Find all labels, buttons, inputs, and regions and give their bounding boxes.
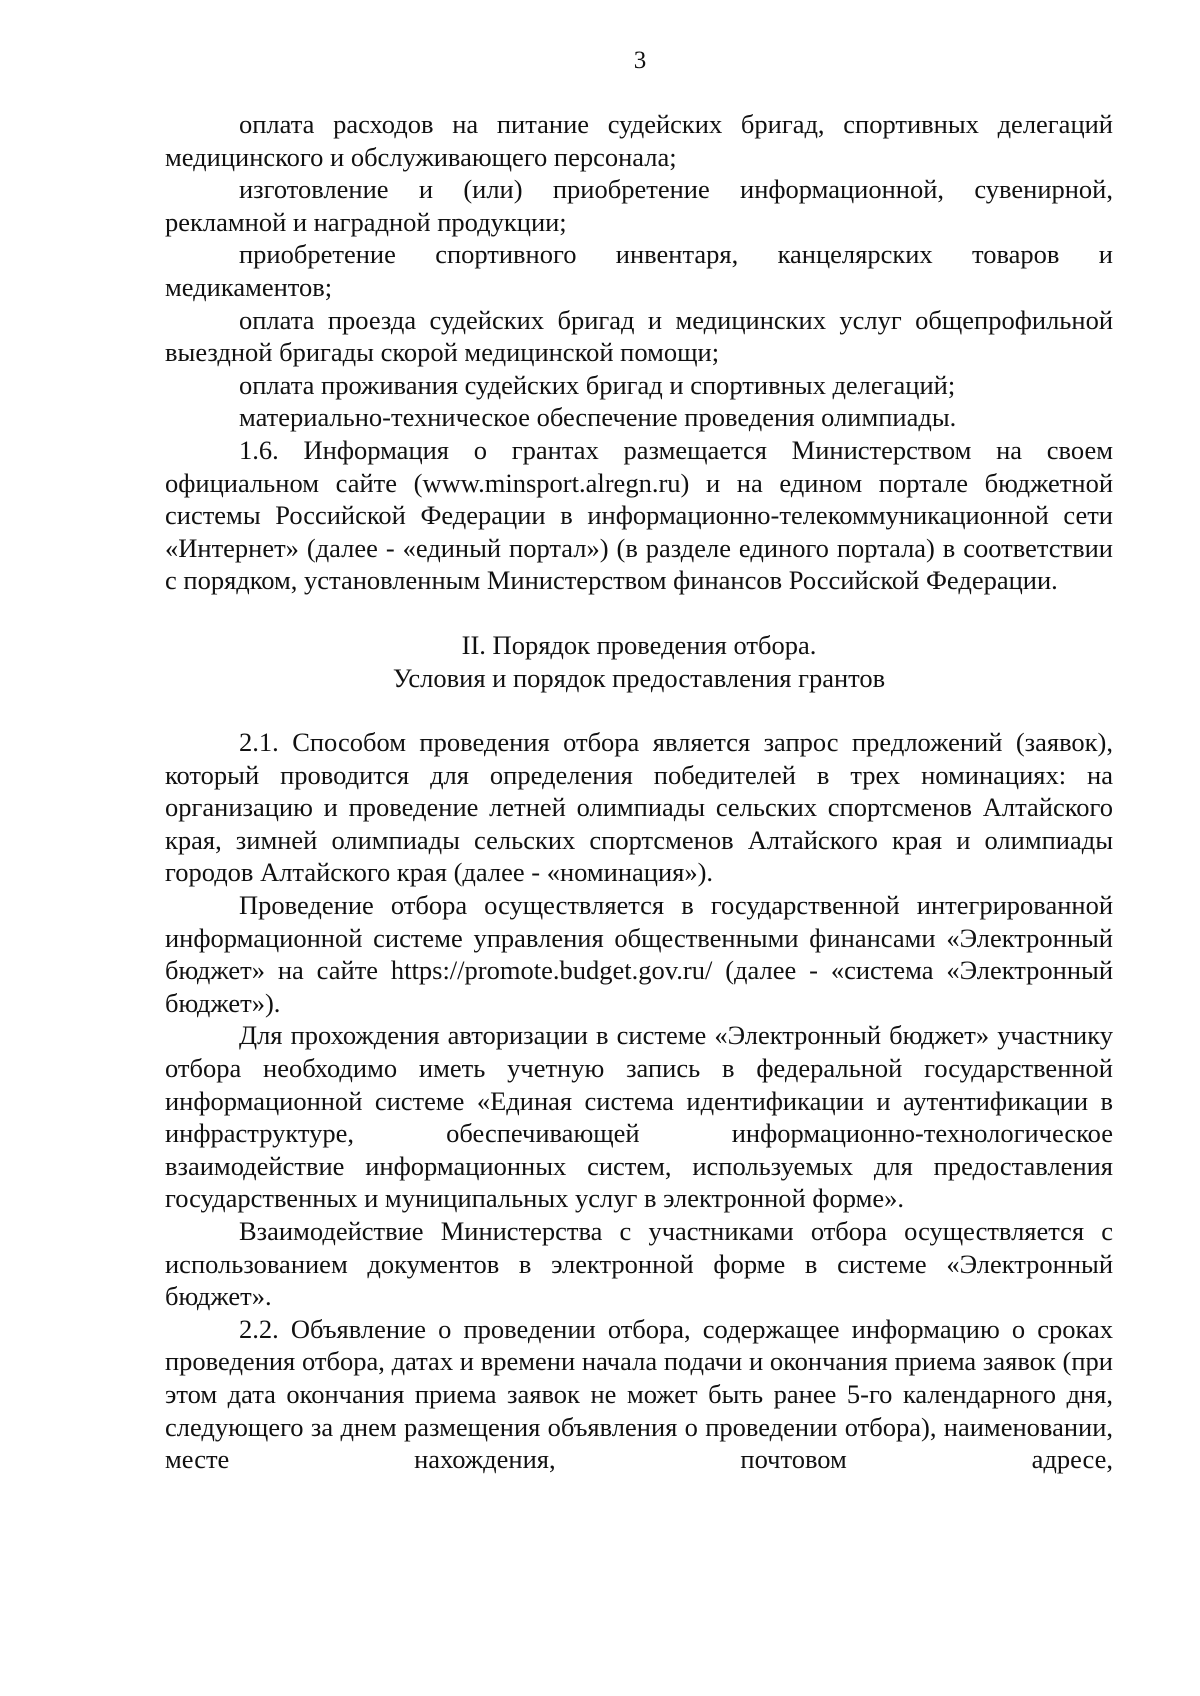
paragraph-accommodation: оплата проживания судейских бригад и спортивных делегаций; (239, 369, 956, 400)
page-number: 3 (633, 47, 647, 74)
section-title-line-2: Условия и порядок предоставления грантов (392, 662, 886, 693)
paragraph-travel-medical: оплата проезда судейских бригад и медицинских услуг общепрофильной выездной бригады скорой медицинской помощи; (165, 304, 1113, 368)
paragraph-logistics: материально-техническое обеспечение проведения олимпиады. (239, 402, 957, 433)
section-title-line-1: II. Порядок проведения отбора. (461, 629, 817, 660)
paragraph-food-expenses: оплата расходов на питание судейских бригад, спортивных делегаций медицинского и обслуживающего персонала; (165, 109, 1113, 172)
paragraph-authorization: Для прохождения авторизации в системе «Электронный бюджет» участнику отбора необходимо иметь учетную запись в федеральной государственной информационной системе «Единая система идентификации и аутентификации в инфраструктуре, обеспечивающей информационно-технологическое взаимодействие информационных систем, используемых для предоставления государственных и муниципальных услуг в электронной форме». (165, 1020, 1113, 1214)
document-body (165, 108, 1113, 1476)
paragraph-interaction: Взаимодействие Министерства с участниками отбора осуществляется с использованием документов в электронной форме в системе «Электронный бюджет». (165, 1216, 1113, 1312)
paragraph-1-6-grant-info: 1.6. Информация о грантах размещается Министерством на своем официальном сайте (www.minsport.alregn.ru) и на едином портале бюджетной системы Российской Федерации в информационно-телекоммуникационной сети «Интернет» (далее - «единый портал») (в разделе единого портала) в соответствии с порядком, установленным Министерством финансов Российской Федерации. (165, 434, 1113, 596)
section-heading (165, 629, 1113, 694)
paragraph-electronic-budget: Проведение отбора осуществляется в государственной интегрированной информационной системе управления общественными финансами «Электронный бюджет» на сайте https://promote.budget.gov.ru/ (далее - «система «Электронный бюджет»). (165, 890, 1113, 1018)
paragraph-souvenir-products: изготовление и (или) приобретение информационной, сувенирной, рекламной и наградной продукции; (165, 174, 1113, 237)
paragraph-2-1-selection-method: 2.1. Способом проведения отбора является запрос предложений (заявок), который проводится для определения победителей в трех номинациях: на организацию и проведение летней олимпиады сельских спортсменов Алтайского края, зимней олимпиады сельских спортсменов Алтайского края и олимпиады городов Алтайского края (далее - «номинация»). (165, 727, 1113, 888)
paragraph-2-2-announcement: 2.2. Объявление о проведении отбора, содержащее информацию о сроках проведения отбора, датах и времени начала подачи и окончания приема заявок (при этом дата окончания приема заявок не может быть ранее 5-го календарного дня, следующего за днем размещения объявления о проведении отбора), наименовании, месте нахождения, почтовом адресе, (165, 1313, 1113, 1475)
paragraph-sports-equipment: приобретение спортивного инвентаря, канцелярских товаров и медикаментов; (165, 239, 1113, 302)
